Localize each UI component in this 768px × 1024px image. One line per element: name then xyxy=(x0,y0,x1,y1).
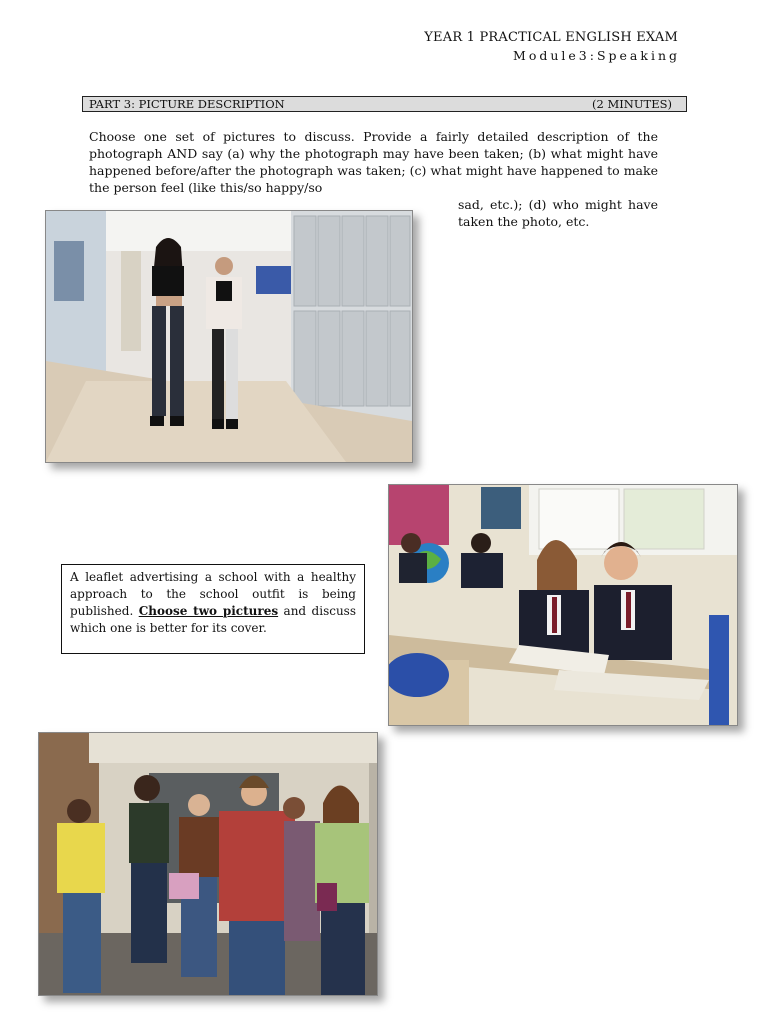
exam-title: YEAR 1 PRACTICAL ENGLISH EXAM xyxy=(424,30,678,45)
instructions-continuation: sad, etc.); (d) who might have taken the photo, etc. xyxy=(458,197,658,229)
instructions-main: Choose one set of pictures to discuss. Provide a fairly detailed description of the photograph AND say (a) why the photograph may have been taken; (b) what might have happened before/after the photograph was taken; (c) what might have happened to make the person feel (like this/so happy/so xyxy=(89,129,658,195)
module-title: Module3:Speaking xyxy=(513,48,680,63)
photo-teen-group xyxy=(38,732,378,996)
photo-classroom-uniform xyxy=(388,484,738,726)
task-text-before: A leaflet advertising a school with a healthy approach to the school outfit is being published. xyxy=(70,570,356,618)
task-text-after: and discuss which one is better for its cover. xyxy=(70,604,356,635)
part-title: PART 3: PICTURE DESCRIPTION xyxy=(89,97,285,111)
part-heading-bar xyxy=(82,96,687,112)
task-emphasis: Choose two pictures xyxy=(138,604,279,618)
task-prompt-box xyxy=(61,564,365,654)
photo-hallway-students xyxy=(45,210,413,463)
part-duration: (2 MINUTES) xyxy=(592,97,672,111)
